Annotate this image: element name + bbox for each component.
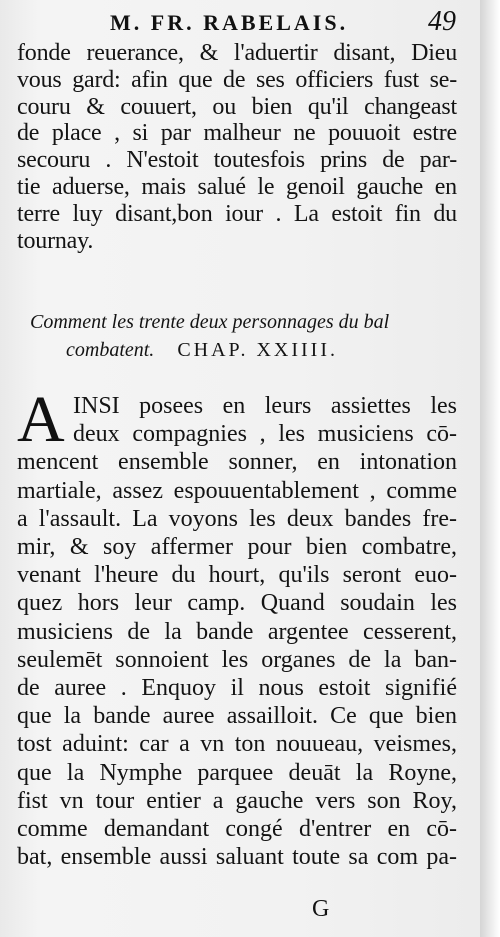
signature-mark: G bbox=[312, 896, 330, 922]
drop-cap: A bbox=[17, 383, 65, 456]
chapter-number: CHAP. XXIIII. bbox=[177, 339, 338, 361]
text-line: de auree . Enquoy il nous estoit signifié bbox=[17, 675, 457, 702]
text-line: tournay. bbox=[17, 227, 94, 254]
text-line: martiale, assez espouuentablement , comme bbox=[17, 477, 457, 504]
text-line: bat, ensemble aussi saluant toute sa com pa- bbox=[17, 844, 457, 871]
chapter-title: Comment les trente deux personnages du bal bbox=[30, 311, 390, 333]
text-line: a l'assault. La voyons les deux bandes fre- bbox=[17, 505, 457, 532]
page-header bbox=[0, 6, 480, 38]
text-line: venant l'heure du hourt, qu'ils seront euo- bbox=[17, 562, 457, 589]
text-line: tost aduint: car a vn ton nouueau, veismes, bbox=[17, 731, 457, 758]
text-line: que la bande auree assailloit. Ce que bien bbox=[17, 703, 457, 730]
page-number: 49 bbox=[428, 6, 456, 37]
text-line: comme demandant congé d'entrer en cō- bbox=[17, 816, 457, 843]
text-line: fonde reuerance, & l'aduertir disant, Dieu bbox=[17, 40, 457, 66]
text-line: couru & couuert, ou bien qu'il changeast bbox=[17, 93, 457, 120]
chapter-title-continuation: combatent. bbox=[66, 339, 155, 361]
text-line: que la Nymphe parquee deuāt la Royne, bbox=[17, 759, 457, 786]
text-line: fist vn tour entier a gauche vers son Roy, bbox=[17, 787, 457, 814]
text-line: terre luy disant,bon iour . La estoit fin du bbox=[17, 200, 457, 227]
text-line: deux compagnies , les musiciens cō- bbox=[73, 421, 457, 448]
chapter-title-line-2 bbox=[30, 336, 430, 364]
text-line: mir, & soy affermer pour bien combatre, bbox=[17, 534, 457, 561]
running-title: M. FR. RABELAIS. bbox=[110, 10, 349, 35]
text-line: de place , si par malheur ne pouuoit estre bbox=[17, 120, 457, 147]
text-line: musiciens de la bande argentee cesserent, bbox=[17, 618, 457, 645]
text-line: tie aduerse, mais salué le genoil gauche en bbox=[17, 173, 457, 200]
text-line: secouru . N'estoit toutesfois prins de par- bbox=[17, 147, 457, 174]
paragraph-1 bbox=[17, 40, 457, 254]
text-line: mencent ensemble sonner, en intonation bbox=[17, 449, 457, 476]
text-line: vous gard: afin que de ses officiers fust se- bbox=[17, 66, 457, 93]
page-edge-shadow bbox=[480, 0, 500, 937]
text-line: quez hors leur camp. Quand soudain les bbox=[17, 590, 457, 617]
paragraph-2 bbox=[17, 383, 457, 871]
text-line: INSI posees en leurs assiettes les bbox=[73, 393, 457, 419]
chapter-heading bbox=[30, 308, 430, 364]
text-line: seulemēt sonnoient les organes de la ban- bbox=[17, 646, 457, 673]
